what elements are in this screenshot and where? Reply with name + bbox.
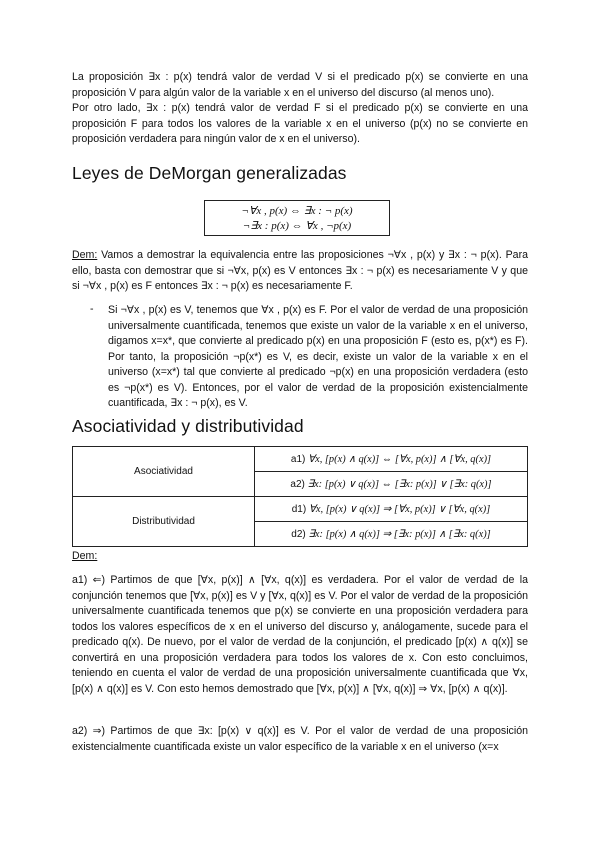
dem-label: Dem:: [72, 249, 98, 261]
demorgan-bullet-text: Si ¬∀x , p(x) es V, tenemos que ∀x , p(x) es F. Por el valor de verdad de una proposición universalmente cuantificada, tenemos que existe un valor de la variable x en el universo, digamos x=x*, que convierte al predicado p(x) en una proposición F (esto es, p(x*) es F). Por tanto, la proposición ¬p(x*) es V, es decir, existe un valor de la variable x en el universo (x=x*) tal que convierte al predicado ¬p(x) en una proposición verdadera (esto es ¬p(x*) es V). Entonces, por el valor de verdad de la proposición existencialmente cuantificada, ∃x : ¬ p(x), es V.: [108, 304, 528, 409]
law-d1-formula: ∀x, [p(x) ∨ q(x)] ⇒ [∀x, p(x)] ∨ [∀x, q(x)]: [308, 504, 491, 515]
a2-proof-paragraph: a2) ⇒) Partimos de que ∃x: [p(x) ∨ q(x)] es V. Por el valor de verdad de una proposición existencialmente cuantificada existe un valor específico de la variable x en el universo (x=x: [72, 725, 528, 753]
law-a1: [255, 447, 528, 472]
demorgan-proof-text: Vamos a demostrar la equivalencia entre las proposiciones ¬∀x , p(x) y ∃x : ¬ p(x). Para ello, basta con demostrar que si ¬∀x, p(x) es V entonces ∃x : ¬ p(x) es necesariamente V y que si ¬∀x , p(x) es F entonces ∃x : ¬ p(x) es necesariamente F.: [72, 249, 528, 292]
asociatividad-label: Asociatividad: [73, 447, 255, 497]
section-title-demorgan: Leyes de DeMorgan generalizadas: [72, 163, 347, 183]
table-row: [73, 497, 528, 522]
demorgan-proof-paragraph: [72, 248, 528, 295]
demorgan-law-2: ¬∃x : p(x) ⇔ ∀x , ¬p(x): [242, 220, 352, 232]
law-a1-label: a1): [290, 454, 306, 465]
intro-paragraph-2: Por otro lado, ∃x : p(x) tendrá valor de verdad F si el predicado p(x) se convierte en una proposición F para todos los valores de la variable x en el universo (p(x) no se convierte en proposición verdadera para ningún valor de x en el universo).: [72, 102, 528, 145]
bullet-dash: -: [90, 303, 94, 315]
law-d1-label: d1): [291, 504, 307, 515]
demorgan-laws-box: [204, 200, 390, 236]
law-a2: [255, 472, 528, 497]
law-a1-formula: ∀x, [p(x) ∧ q(x)] ⇔ [∀x, p(x)] ∧ [∀x, q(x)]: [307, 454, 492, 465]
demorgan-law-1: ¬∀x , p(x) ⇔ ∃x : ¬ p(x): [241, 205, 353, 217]
section-title-asociatividad: Asociatividad y distributividad: [72, 416, 304, 436]
distributividad-label: Distributividad: [73, 497, 255, 547]
law-a2-label: a2): [290, 479, 305, 490]
intro-paragraph-1: La proposición ∃x : p(x) tendrá valor de verdad V si el predicado p(x) se convierte en una proposición V para algún valor de la variable x en el universo del discurso (al menos uno).: [72, 71, 528, 99]
laws-table: [72, 446, 528, 547]
law-d1: [255, 497, 528, 522]
law-d2-formula: ∃x: [p(x) ∧ q(x)] ⇒ [∃x: p(x)] ∧ [∃x: q(x)]: [308, 529, 491, 540]
law-d2: [255, 522, 528, 547]
table-row: [73, 447, 528, 472]
a1-proof-paragraph: a1) ⇐) Partimos de que [∀x, p(x)] ∧ [∀x, q(x)] es verdadera. Por el valor de verdad de la conjunción tenemos que [∀x, p(x)] es V y [∀x, q(x)] es V. Por el valor de verdad de la proposición universalmente cuantificada tenemos que p(x) se convierte en una proposición verdadera para todos los valores específicos de x en el universo del discurso y, análogamente, sucede para el predicado q(x). De nuevo, por el valor de verdad de la conjunción, el predicado [p(x) ∧ q(x)] se convertirá en una proposición verdadera para todos los valores de x. Con esto concluimos, teniendo en cuenta el valor de verdad de una proposición universalmente cuantificada que ∀x, [p(x) ∧ q(x)] es V. Con esto hemos demostrado que [∀x, p(x)] ∧ [∀x, q(x)] ⇒ ∀x, [p(x) ∧ q(x)].: [72, 574, 528, 695]
law-d2-label: d2): [291, 529, 306, 540]
dem-label-2: Dem:: [72, 550, 98, 562]
law-a2-formula: ∃x: [p(x) ∨ q(x)] ⇔ [∃x: p(x)] ∨ [∃x: q(x)]: [307, 479, 492, 490]
